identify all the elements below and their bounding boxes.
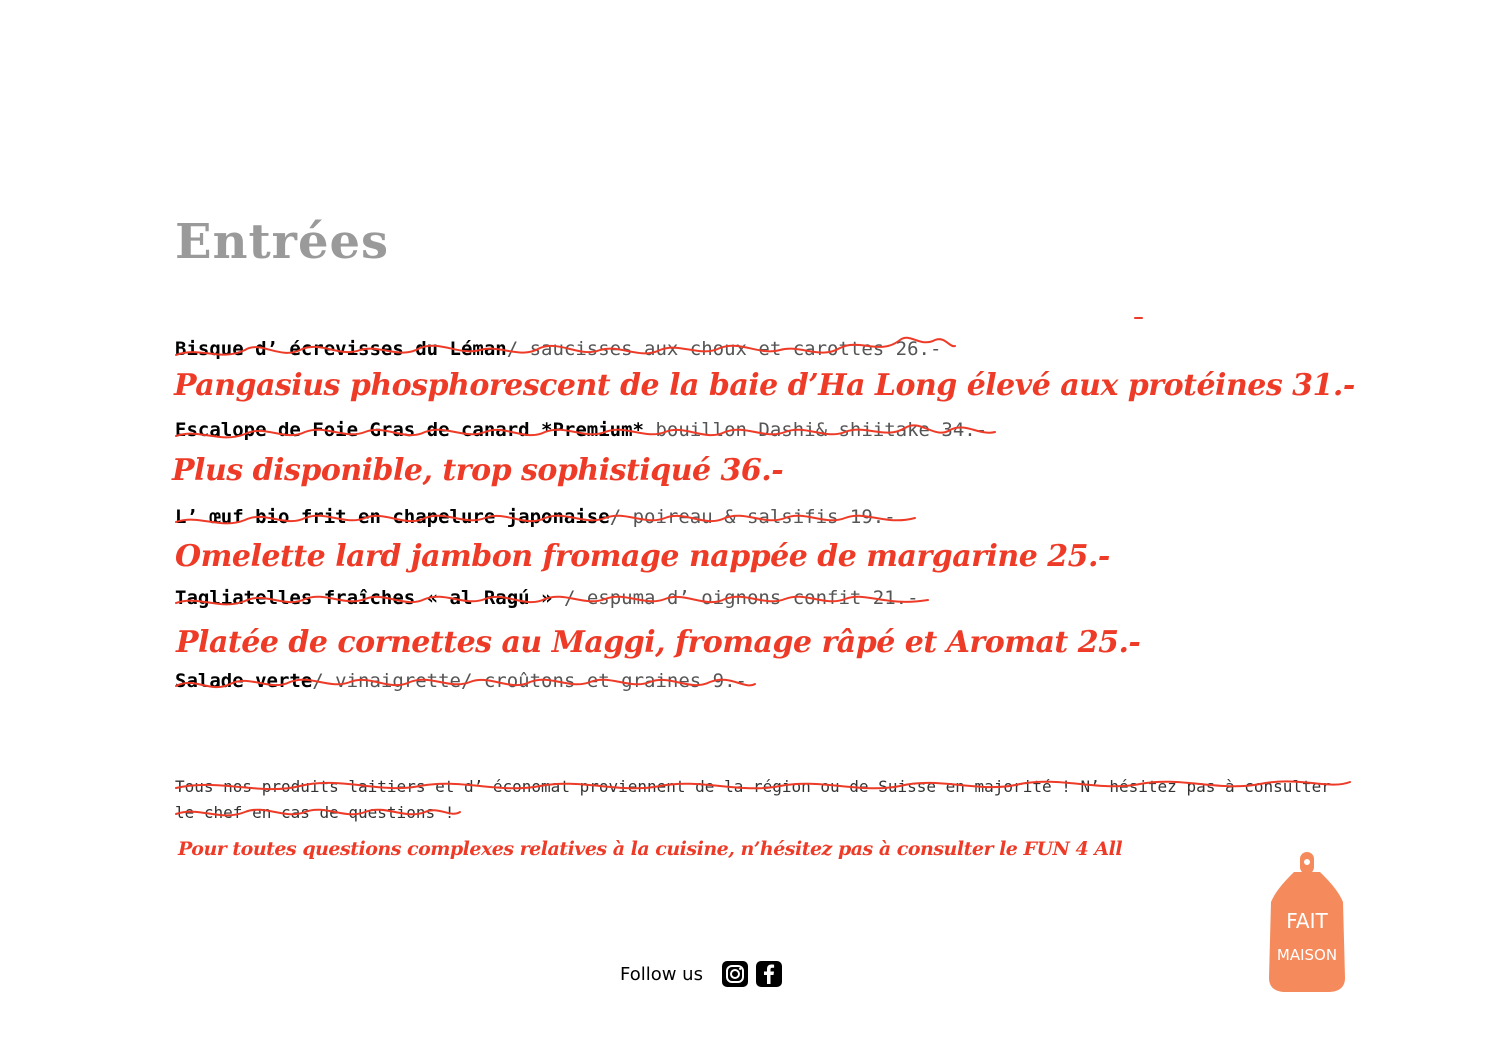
dish-description: / vinaigrette/ croûtons et graines 9.-: [312, 670, 747, 692]
dish-name: Tagliatelles fraîches « al Ragú »: [175, 587, 553, 609]
facebook-icon[interactable]: [755, 960, 783, 988]
dish-description: / saucisses aux choux et carottes 26.-: [506, 338, 942, 360]
logo-text-line2: MAISON: [1276, 946, 1338, 964]
follow-us-row: [620, 960, 783, 988]
dish-description: / poireau & salsifis 19.-: [609, 506, 896, 528]
page-title: Entrées: [175, 214, 390, 271]
handwritten-replacement: Platée de cornettes au Maggi, fromage râpé et Aromat 25.-: [176, 625, 1141, 660]
handwritten-replacement: Plus disponible, trop sophistiqué 36.-: [172, 453, 784, 488]
handwritten-replacement: Omelette lard jambon fromage nappée de margarine 25.-: [175, 539, 1110, 574]
menu-item-oeuf: [175, 508, 896, 527]
cutting-board-icon: [1266, 850, 1348, 995]
dish-name: L’ œuf bio frit en chapelure japonaise: [175, 506, 610, 528]
dish-name: Bisque d’ écrevisses du Léman: [175, 338, 507, 360]
menu-item-foie-gras: [175, 421, 987, 440]
footnote: Tous nos produits laitiers et d’ économat proviennent de la région ou de Suisse en majorité ! N’ hésitez pas à consulter le chef en cas de questions !: [175, 777, 1331, 822]
logo-text-line1: FAIT: [1286, 909, 1328, 933]
handwritten-replacement: Pangasius phosphorescent de la baie d’Ha Long élevé aux protéines 31.-: [174, 368, 1355, 403]
instagram-icon[interactable]: [721, 960, 749, 988]
menu-item-salade: [175, 672, 747, 691]
footnote-replacement: Pour toutes questions complexes relatives à la cuisine, n’hésitez pas à consulter le FUN 4 All: [178, 838, 1123, 860]
dish-name: Escalope de Foie Gras de canard *Premium*: [175, 419, 644, 441]
follow-label: Follow us: [620, 963, 703, 985]
menu-item-tagliatelles: [175, 589, 919, 608]
dish-description: bouillon Dashi& shiitake 34.-: [644, 419, 988, 441]
dish-description: / espuma d’ oignons confit 21.-: [552, 587, 919, 609]
dish-name: Salade verte: [175, 670, 313, 692]
menu-item-bisque: [175, 340, 941, 359]
